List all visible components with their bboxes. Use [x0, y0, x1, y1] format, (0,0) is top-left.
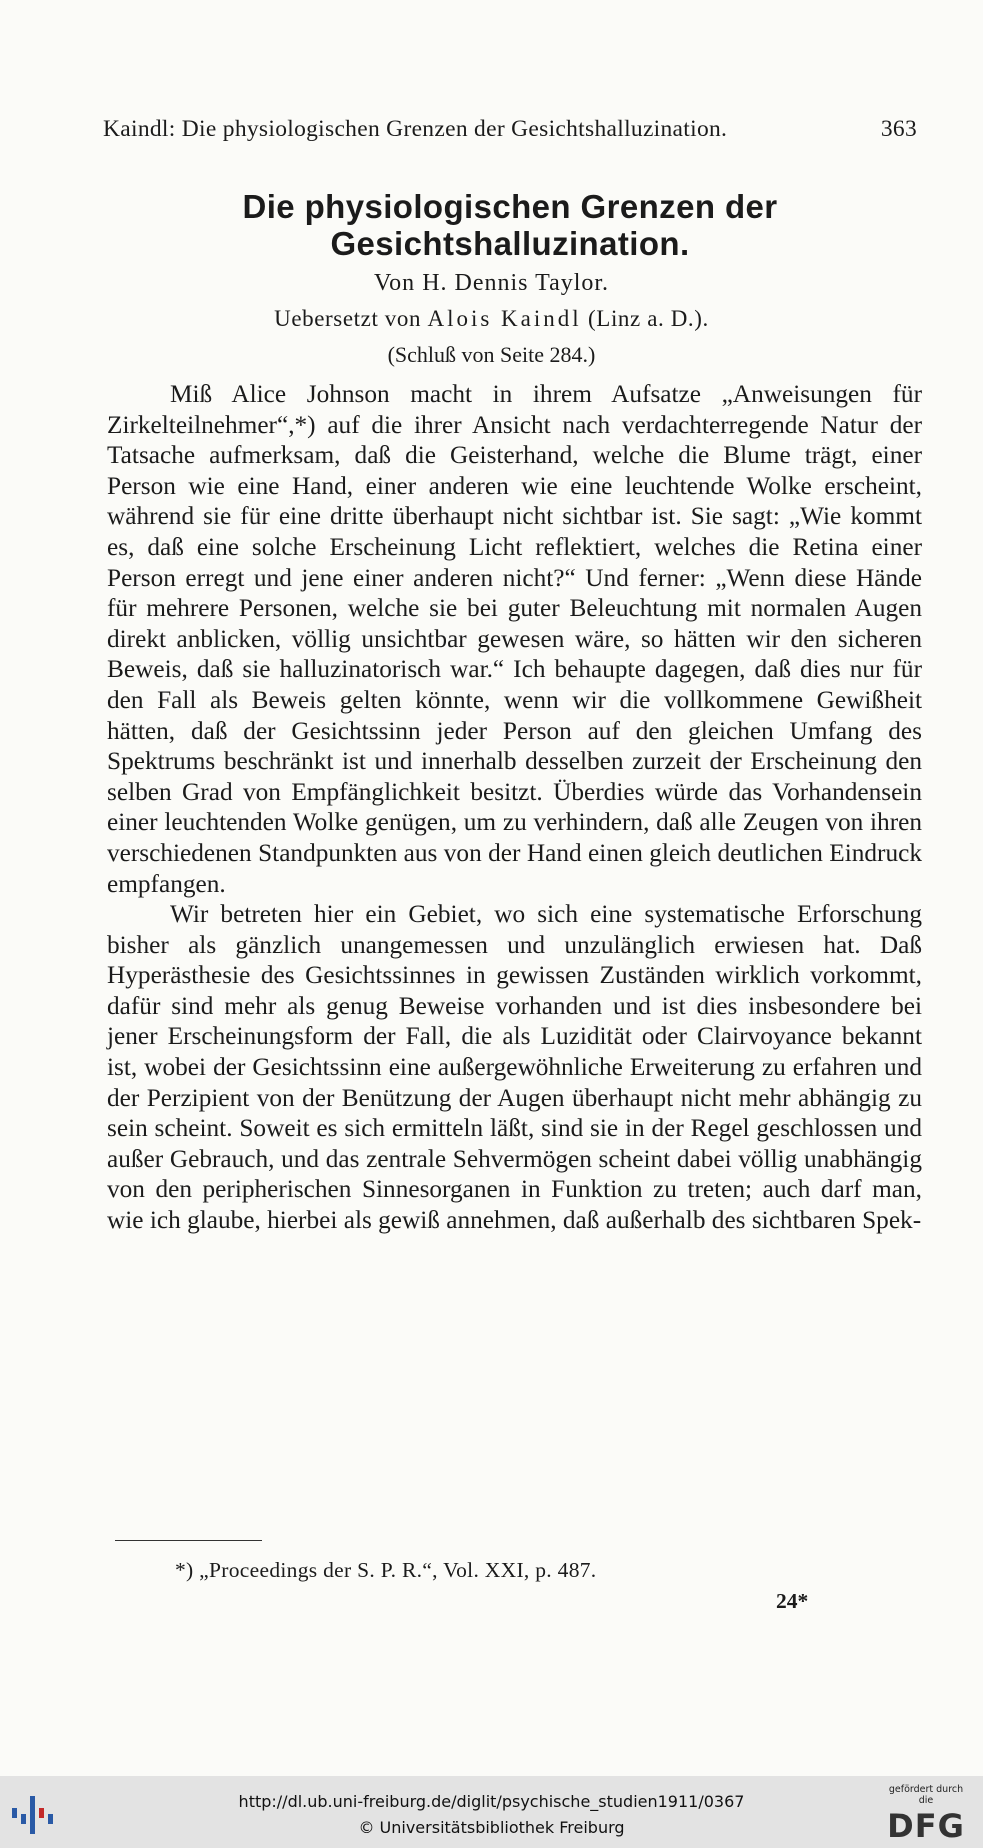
author-name: H. Dennis Taylor. [422, 270, 610, 296]
translator-line [0, 306, 983, 332]
author-line [0, 270, 983, 297]
continuation-note: (Schluß von Seite 284.) [387, 342, 596, 367]
footnote-divider [115, 1540, 262, 1541]
funder-caption: gefördert durch die [888, 1784, 964, 1806]
paragraph: Wir betreten hier ein Gebiet, wo sich eine systematische Erforschung bisher als gänzlich unangemessen und unzulänglich erwiesen hat. Daß Hyperästhesie des Gesichtssinnes in gewissen Zuständen wirklich vorkommt, dafür sind mehr als genug Beweise vorhanden und ist dies insbesondere bei jener Erscheinungsform der Fall, die als Luzidität oder Clairvoyance bekannt ist, wobei der Gesichtssinn eine außergewöhnliche Erweiterung zu erfahren und der Perzipient von der Benützung der Augen überhaupt nicht mehr abhängig zu sein scheint. Soweit es sich ermitteln läßt, sind sie in der Regel geschlossen und außer Gebrauch, und das zentrale Sehvermögen scheint dabei völlig unabhängig von den peripherischen Sinnesorganen in Funktion zu treten; auch darf man, wie ich glaube, hierbei als gewiß annehmen, daß außerhalb des sichtbaren Spek- [107, 900, 922, 1235]
copyright-notice: © Universitätsbibliothek Freiburg [358, 1818, 625, 1837]
sheet-signature: 24* [776, 1589, 809, 1613]
dfg-logo [881, 1784, 971, 1846]
page-number: 363 [880, 116, 917, 142]
translator-location: (Linz a. D.). [588, 306, 709, 331]
footnote: *) „Proceedings der S. P. R.“, Vol. XXI, p. 487. [175, 1558, 597, 1582]
running-title: Kaindl: Die physiologischen Grenzen der Gesichtshalluzination. [103, 116, 728, 142]
paragraph: Miß Alice Johnson macht in ihrem Aufsatze „Anweisungen für Zirkelteilnehmer“,*) auf die ihrer Ansicht nach verdachterregende Natur der Tatsache aufmerksam, daß die Geisterhand, welche die Blume trägt, einer Person wie eine Hand, einer anderen wie eine leuchtende Wolke erscheint, während sie für eine dritte überhaupt nicht sichtbar ist. Sie sagt: „Wie kommt es, daß eine solche Erscheinung Licht reflektiert, welches die Retina einer Person erregt und jene einer anderen nicht?“ Und ferner: „Wenn diese Hände für mehrere Personen, welche sie bei guter Beleuchtung mit normalen Augen direkt anblicken, völlig unsichtbar gewesen wäre, so hätten wir den sicheren Beweis, daß sie halluzinatorisch war.“ Ich behaupte dagegen, daß dies nur für den Fall als Beweis gelten könnte, wenn wir die vollkommene Gewißheit hätten, daß der Gesichtssinn jeder Person auf den gleichen Umfang des Spektrums beschränkt ist und innerhalb desselben zurzeit der Erscheinung den selben Grad von Empfänglichkeit besitzt. Überdies würde das Vorhandensein einer leuchtenden Wolke genügen, um zu verhindern, daß alle Zeugen von ihren verschiedenen Standpunkten aus von der Hand einen gleich deutlichen Eindruck empfangen. [107, 380, 922, 898]
footer-bar [0, 1776, 983, 1848]
article-title: Die physiologischen Grenzen der Gesichtshalluzination. [242, 188, 778, 262]
running-header [103, 116, 917, 143]
dfg-wordmark: DFG [887, 1807, 965, 1845]
article-body [107, 379, 922, 1236]
author-prefix: Von [373, 270, 416, 296]
translator-prefix: Uebersetzt von [274, 306, 422, 331]
translator-name: Alois Kaindl [427, 306, 582, 331]
permalink-link[interactable]: http://dl.ub.uni-freiburg.de/diglit/psychische_studien1911/0367 [238, 1792, 745, 1811]
